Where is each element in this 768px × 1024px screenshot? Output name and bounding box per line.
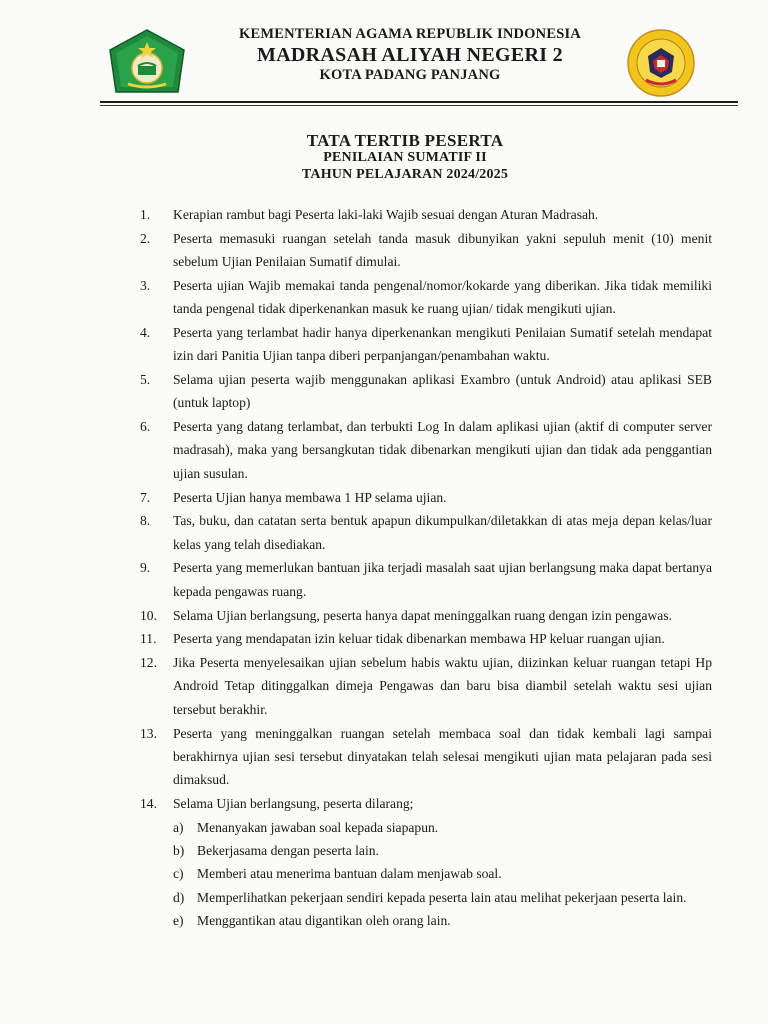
item-number: 8. — [140, 513, 151, 529]
item-number: 7. — [140, 489, 151, 505]
item-text: Tas, buku, dan catatan serta bentuk apapun dikumpulkan/diletakkan di atas meja depan kelas/luar kelas yang telah disediakan. — [173, 513, 712, 552]
item-text: Peserta yang terlambat hadir hanya diperkenankan mengikuti Penilaian Sumatif setelah mendapat izin dari Panitia Ujian tanpa diberi perpanjangan/penambahan waktu. — [173, 324, 712, 364]
item-text: Selama ujian peserta wajib menggunakan aplikasi Exambro (untuk Android) atau aplikasi SEB (untuk laptop) — [173, 372, 712, 411]
list-item — [140, 556, 712, 603]
document-subtitle: PENILAIAN SUMATIF II — [323, 150, 487, 165]
rules-list — [140, 203, 712, 932]
item-text: Memberi atau menerima bantuan dalam menjawab soal. — [197, 866, 502, 882]
item-text: Peserta yang mendapatan izin keluar tidak dibenarkan membawa HP keluar ruangan ujian. — [173, 631, 665, 647]
item-letter: d) — [173, 889, 185, 905]
ministry-heading: KEMENTERIAN AGAMA REPUBLIK INDONESIA — [239, 26, 581, 42]
item-number: 14. — [140, 795, 157, 811]
item-text: Memperlihatkan pekerjaan sendiri kepada peserta lain atau melihat pekerjaan peserta lain. — [197, 889, 687, 905]
list-item — [140, 368, 712, 415]
item-number: 6. — [140, 419, 151, 435]
school-name: MADRASAH ALIYAH NEGERI 2 — [257, 44, 563, 66]
item-text: Selama Ujian berlangsung, peserta dilarang; — [173, 795, 414, 811]
list-item — [140, 274, 712, 321]
letterhead-divider — [100, 101, 738, 103]
document-title: TATA TERTIB PESERTA — [306, 131, 504, 150]
list-item — [140, 415, 712, 485]
kemenag-logo-icon — [108, 28, 186, 96]
item-text: Kerapian rambut bagi Peserta laki-laki Wajib sesuai dengan Aturan Madrasah. — [173, 207, 599, 222]
item-number: 9. — [140, 560, 151, 576]
item-letter: b) — [173, 843, 185, 859]
list-item — [140, 651, 712, 721]
list-item — [140, 203, 712, 226]
item-number: 12. — [140, 655, 157, 671]
sub-list-item — [173, 909, 712, 932]
list-item — [140, 486, 712, 509]
list-item — [140, 604, 712, 627]
item-text: Peserta memasuki ruangan setelah tanda masuk dibunyikan yakni sepuluh menit (10) menit sebelum Ujian Penilaian Sumatif dimulai. — [173, 230, 712, 270]
item-letter: a) — [173, 819, 184, 835]
sub-list-item — [173, 839, 712, 862]
item-text: Peserta ujian Wajib memakai tanda pengenal/nomor/kokarde yang diberikan. Jika tidak memiliki tanda pengenal tidak diperkenankan masuk ke ruang ujian/ tidak mengikuti ujian. — [173, 277, 712, 317]
item-number: 3. — [140, 277, 151, 293]
item-number: 11. — [140, 631, 157, 647]
list-item — [140, 321, 712, 368]
list-item — [140, 722, 712, 792]
sub-list-item — [173, 816, 712, 839]
item-text: Selama Ujian berlangsung, peserta hanya dapat meninggalkan ruang dengan izin pengawas. — [173, 607, 673, 623]
item-letter: c) — [173, 866, 184, 882]
padang-panjang-seal-icon — [626, 28, 696, 98]
list-item — [140, 227, 712, 274]
item-number: 5. — [140, 372, 151, 388]
item-text: Bekerjasama dengan peserta lain. — [197, 843, 379, 859]
item-text: Peserta yang memerlukan bantuan jika terjadi masalah saat ujian berlangsung maka dapat bertanya kepada pengawas ruang. — [173, 560, 712, 599]
list-item — [140, 509, 712, 556]
item-text: Peserta yang meninggalkan ruangan setelah membaca soal dan tidak kembali lagi sampai berakhirnya ujian sesi tersebut dinyatakan telah selesai mengikuti ujian mata pelajaran pada sesi dimaksud. — [173, 725, 712, 788]
item-text: Jika Peserta menyelesaikan ujian sebelum habis waktu ujian, diizinkan keluar ruangan tetapi Hp Android Tetap ditinggalkan dimeja Pengawas dan baru bisa diambil setelah waktu sesi ujian tersebut berakhir. — [173, 655, 712, 717]
item-number: 10. — [140, 607, 157, 623]
academic-year: TAHUN PELAJARAN 2024/2025 — [301, 167, 509, 182]
item-number: 2. — [140, 230, 151, 246]
item-number: 1. — [140, 207, 151, 222]
prohibitions-list — [173, 816, 712, 932]
city-heading: KOTA PADANG PANJANG — [319, 67, 501, 83]
letterhead-divider-thin — [100, 105, 738, 106]
sub-list-item — [173, 862, 712, 885]
item-letter: e) — [173, 912, 184, 928]
item-text: Menggantikan atau digantikan oleh orang lain. — [197, 912, 451, 928]
item-text: Peserta yang datang terlambat, dan terbukti Log In dalam aplikasi ujian (aktif di computer server madrasah), maka yang bersangkutan tidak dibenarkan mengikuti ujian dan tidak ada penggantian ujian susulan. — [173, 419, 712, 481]
list-item — [140, 627, 712, 650]
item-text: Menanyakan jawaban soal kepada siapapun. — [197, 819, 439, 835]
sub-list-item — [173, 886, 712, 909]
item-number: 13. — [140, 725, 157, 741]
item-text: Peserta Ujian hanya membawa 1 HP selama ujian. — [173, 489, 447, 505]
list-item — [140, 792, 712, 815]
item-number: 4. — [140, 324, 151, 340]
